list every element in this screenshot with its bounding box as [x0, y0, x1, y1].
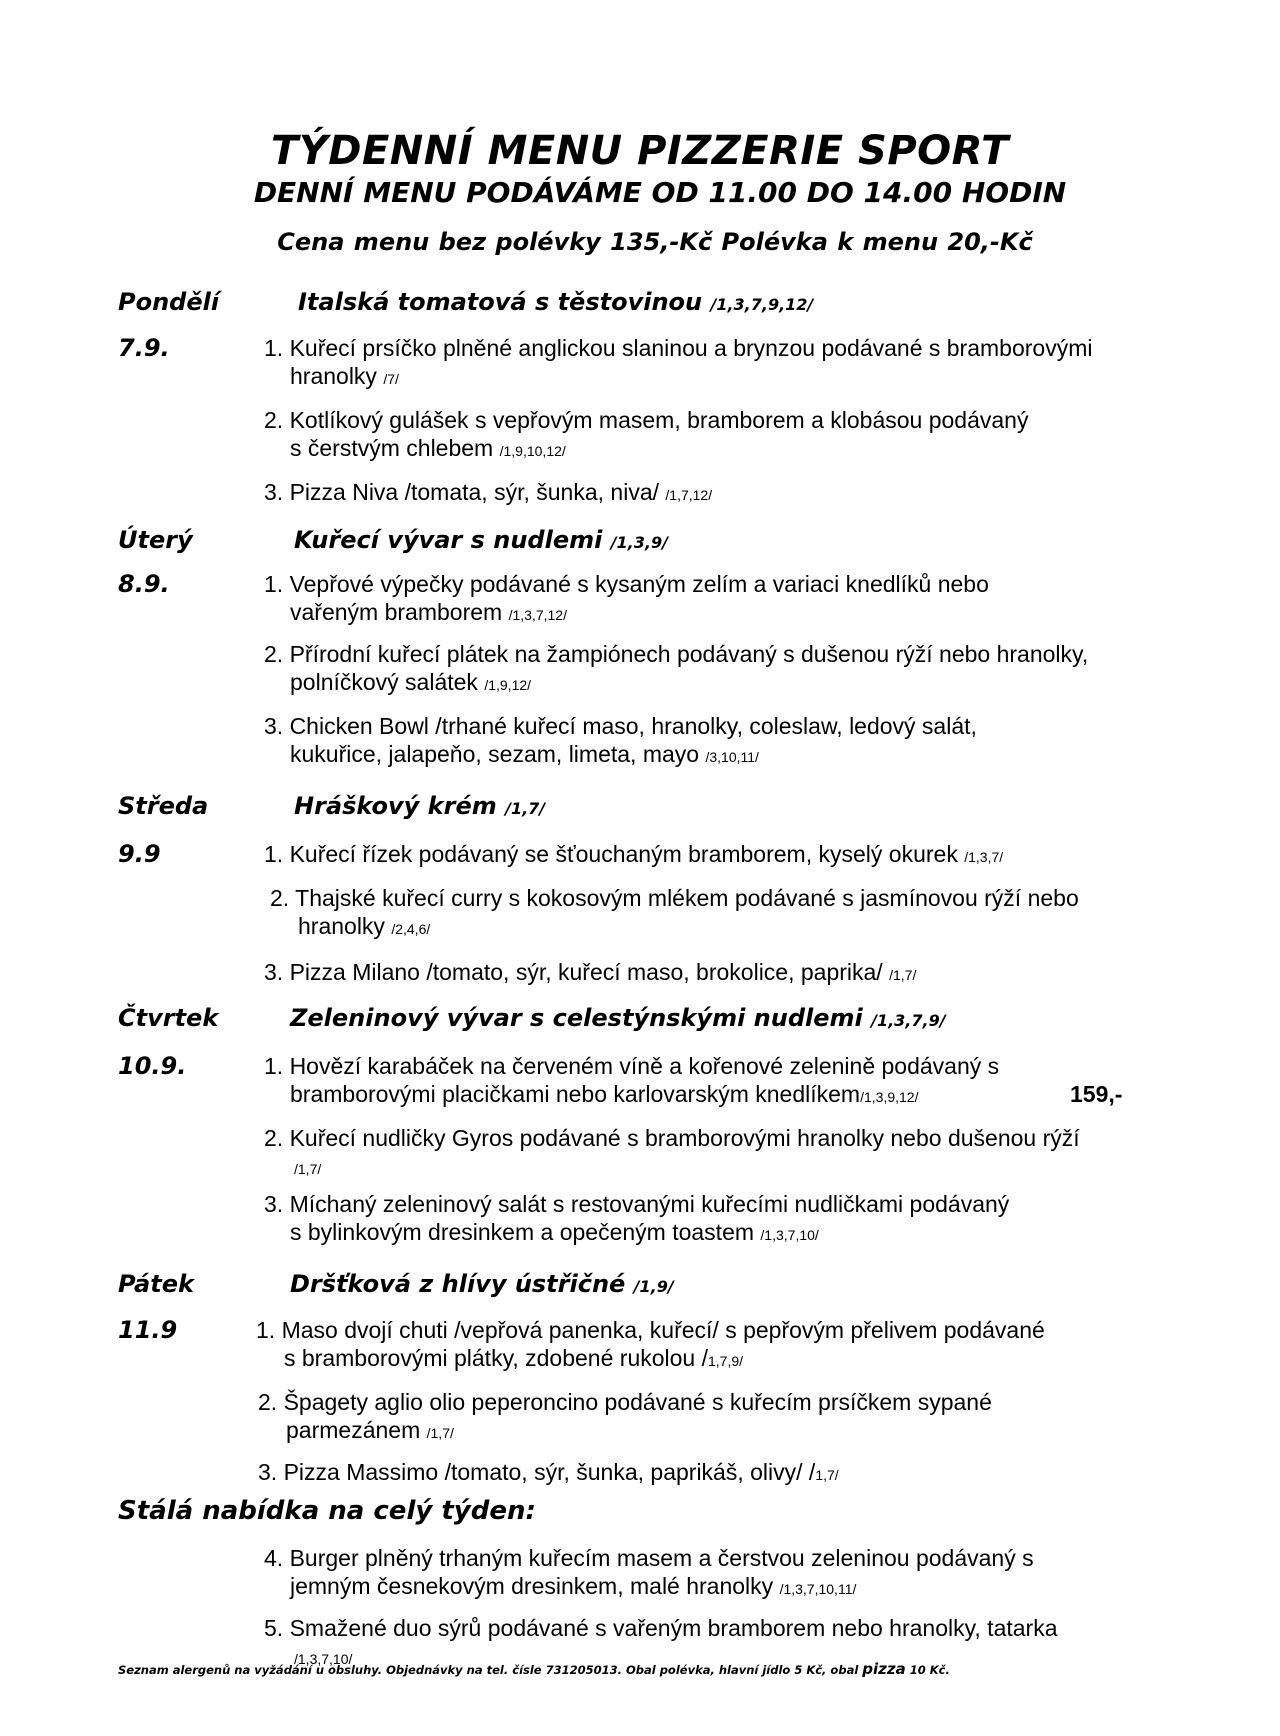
menu-item: 1. Hovězí karabáček na červeném víně a kořenové zelenině podávaný s bramborovými placičkami nebo karlovarským knedlíkem/1,3,9,12/ [264, 1053, 1000, 1107]
day-name: Úterý [118, 526, 193, 554]
footer-note: Seznam alergenů na vyžádání u obsluhy. Objednávky na tel. čísle 731205013. Obal polévka, hlavní jídlo 5 Kč, obal pizza 10 Kč. [118, 1660, 950, 1678]
menu-item: 2. Thajské kuřecí curry s kokosovým mlékem podávané s jasmínovou rýží nebo hranolky /2,4,6/ [270, 885, 1079, 939]
menu-item: 2. Špagety aglio olio peperoncino podávané s kuřecím prsíčkem sypané parmezánem /1,7/ [258, 1389, 992, 1443]
soup-of-day: Italská tomatová s těstovinou /1,3,7,9,12/ [298, 288, 814, 316]
menu-item: 1. Maso dvojí chuti /vepřová panenka, kuřecí/ s pepřovým přelivem podávané s bramborovými plátky, zdobené rukolou /1,7,9/ [256, 1317, 1045, 1371]
menu-item: 2. Přírodní kuřecí plátek na žampiónech podávaný s dušenou rýží nebo hranolky, polníčkový salátek /1,9,12/ [264, 641, 1089, 695]
menu-item: 2. Kotlíkový gulášek s vepřovým masem, bramborem a klobásou podávaný s čerstvým chlebem /1,9,10,12/ [264, 407, 1029, 461]
menu-item: 1. Kuřecí řízek podávaný se šťouchaným bramborem, kyselý okurek /1,3,7/ [264, 841, 1004, 867]
day-name: Pátek [118, 1270, 194, 1298]
day-date: 10.9. [118, 1052, 187, 1080]
menu-item: 5. Smažené duo sýrů podávané s vařeným bramborem nebo hranolky, tatarka /1,3,7,10/ [264, 1615, 1058, 1667]
menu-item: 2. Kuřecí nudličky Gyros podávané s bramborovými hranolky nebo dušenou rýží /1,7/ [264, 1125, 1080, 1177]
soup-of-day: Zeleninový vývar s celestýnskými nudlemi /1,3,7,9/ [290, 1004, 946, 1032]
day-date: 11.9 [118, 1316, 178, 1344]
day-name: Pondělí [118, 288, 220, 316]
soup-of-day: Hráškový krém /1,7/ [294, 792, 546, 820]
day-date: 9.9 [118, 840, 161, 868]
menu-price-line: Cena menu bez polévky 135,-Kč Polévka k menu 20,-Kč [277, 228, 1033, 256]
menu-item: 1. Vepřové výpečky podávané s kysaným zelím a variaci knedlíků nebo vařeným bramborem /1,3,7,12/ [264, 571, 989, 625]
menu-item: 4. Burger plněný trhaným kuřecím masem a čerstvou zeleninou podávaný s jemným česnekovým dresinkem, malé hranolky /1,3,7,10,11/ [264, 1545, 1034, 1599]
soup-of-day: Kuřecí vývar s nudlemi /1,3,9/ [294, 526, 668, 554]
day-date: 7.9. [118, 334, 170, 362]
permanent-offer-heading: Stálá nabídka na celý týden: [118, 1496, 536, 1526]
day-date: 8.9. [118, 570, 170, 598]
menu-item: 3. Chicken Bowl /trhané kuřecí maso, hranolky, coleslaw, ledový salát, kukuřice, jalapeňo, sezam, limeta, mayo /3,10,11/ [264, 713, 977, 767]
serving-hours: DENNÍ MENU PODÁVÁME OD 11.00 DO 14.00 HODIN [253, 176, 1067, 209]
menu-item: 3. Pizza Niva /tomata, sýr, šunka, niva/ /1,7,12/ [264, 479, 713, 505]
menu-item: 3. Pizza Massimo /tomato, sýr, šunka, paprikáš, olivy/ /1,7/ [258, 1459, 839, 1485]
day-name: Středa [118, 792, 209, 820]
menu-price: 159,- [1070, 1081, 1123, 1107]
day-name: Čtvrtek [118, 1004, 219, 1032]
menu-item: 3. Míchaný zeleninový salát s restovanými kuřecími nudličkami podávaný s bylinkovým dresinkem a opečeným toastem /1,3,7,10/ [264, 1191, 1010, 1245]
page-title: TÝDENNÍ MENU PIZZERIE SPORT [271, 128, 1009, 174]
soup-of-day: Dršťková z hlívy ústřičné /1,9/ [290, 1270, 674, 1298]
menu-item: 3. Pizza Milano /tomato, sýr, kuřecí maso, brokolice, paprika/ /1,7/ [264, 959, 917, 985]
menu-item: 1. Kuřecí prsíčko plněné anglickou slaninou a brynzou podávané s bramborovými hranolky /7/ [264, 335, 1093, 389]
